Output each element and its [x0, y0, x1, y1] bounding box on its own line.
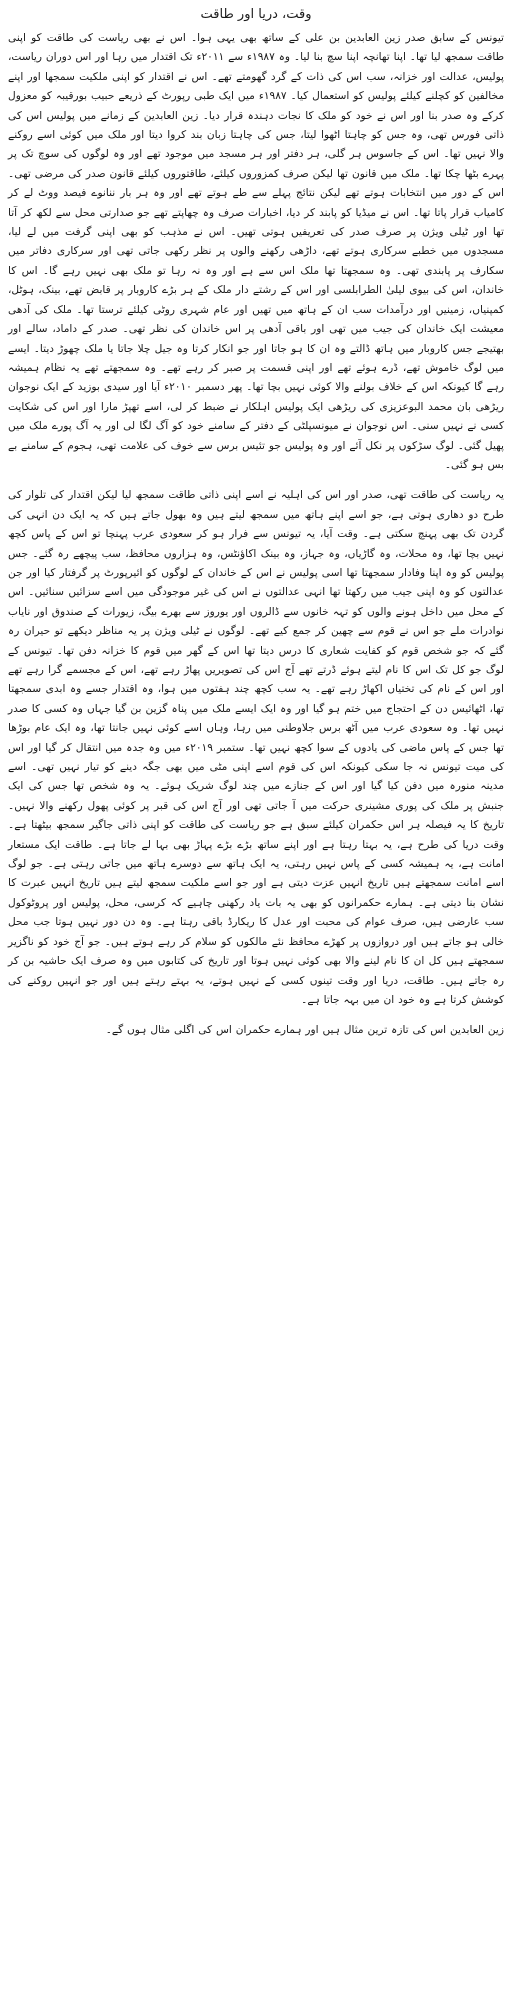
- article-paragraph-3: زین العابدین اس کی تازہ ترین مثال ہیں اور ہمارے حکمران اس کی اگلی مثال ہوں گے۔: [105, 1024, 504, 1037]
- article-paragraph-2: یہ ریاست کی طاقت تھی، صدر اور اس کی اہلیہ نے اسے اپنی ذاتی طاقت سمجھ لیا لیکن اقتدار کی تلوار کی طرح دو دھاری ہوتی ہے، جو اسے اپنے ہاتھ میں سمجھ لیتے ہیں وہ بھول جاتے ہیں کہ یہ ایک دن انہی کی گردن تک بھی پہنچ سکتی ہے۔ وقت آیا، یہ تیونس سے فرار ہو کر سعودی عرب پہنچا تو اس کے پاس کچھ نہیں بچا تھا، وہ محلات، وہ گاڑیاں، وہ جہاز، وہ بینک اکاؤنٹس، وہ ہزاروں محافظ، سب پیچھے رہ گئے۔ جس پولیس کو وہ اپنا وفادار سمجھتا تھا اسی پولیس نے اس کے خاندان کے لوگوں کو ائیرپورٹ پر گرفتار کیا اور جن عدالتوں کو وہ اپنی جیب میں رکھتا تھا انہی عدالتوں نے اس کی غیر موجودگی میں اسے سزائیں سنائیں۔ اس کے محل میں داخل ہونے والوں کو تہہ خانوں سے ڈالروں اور یوروز سے بھرے بیگ، زیورات کے صندوق اور نایاب نوادرات ملے جو اس نے قوم سے چھین کر جمع کیے تھے۔ لوگوں نے ٹیلی ویژن پر یہ مناظر دیکھے تو حیران رہ گئے کہ جو شخص قوم کو کفایت شعاری کا درس دیتا تھا اس کے گھر میں قوم کا خزانہ دفن تھا۔ تیونس کے لوگ جو کل تک اس کا نام لیتے ہوئے ڈرتے تھے آج اس کی تصویریں پھاڑ رہے تھے، اس کے مجسمے گرا رہے تھے اور اس کے نام کی تختیاں اکھاڑ رہے تھے۔ یہ سب کچھ چند ہفتوں میں ہوا، وہ اقتدار جسے وہ ابدی سمجھتا تھا، اٹھائیس دن کے احتجاج میں ختم ہو گیا اور وہ ایک ایسے ملک میں پناہ گزین بن گیا جہاں وہ کسی کا صدر نہیں تھا۔ وہ سعودی عرب میں آٹھ برس جلاوطنی میں رہا، وہاں اسے کوئی نہیں جانتا تھا، وہ ایک عام بوڑھا تھا جس کے پاس ماضی کی یادوں کے سوا کچھ نہیں تھا۔ ستمبر ۲۰۱۹ء میں وہ جدہ میں انتقال کر گیا اور اس کی میت تیونس نہ جا سکی کیونکہ اس کی قوم اسے اپنی مٹی میں بھی جگہ دینے کو تیار نہیں تھی۔ اسے مدینہ منورہ میں دفن کیا گیا اور اس کے جنازے میں چند لوگ شریک ہوئے۔ یہ وہ شخص تھا جس کی ایک جنبش پر ملک کی پوری مشینری حرکت میں آ جاتی تھی اور آج اس کی قبر پر کوئی پھول رکھنے والا نہیں۔ تاریخ کا یہ فیصلہ ہر اس حکمران کیلئے سبق ہے جو ریاست کی طاقت کو اپنی ذاتی جاگیر سمجھ بیٹھتا ہے۔ وقت دریا کی طرح ہے، یہ بہتا رہتا ہے اور اپنے ساتھ بڑے بڑے پہاڑ بھی بہا لے جاتا ہے۔ طاقت ایک مستعار امانت ہے، یہ ہمیشہ کسی کے پاس نہیں رہتی، یہ ایک ہاتھ سے دوسرے ہاتھ میں جاتی رہتی ہے۔ جو لوگ اسے امانت سمجھتے ہیں تاریخ انہیں عزت دیتی ہے اور جو اسے ملکیت سمجھ لیتے ہیں تاریخ انہیں عبرت کا نشان بنا دیتی ہے۔ ہمارے حکمرانوں کو بھی یہ بات یاد رکھنی چاہیے کہ کرسی، محل، پولیس اور پروٹوکول سب عارضی ہیں، صرف عوام کی محبت اور عدل کا ریکارڈ باقی رہتا ہے۔ وہ دن دور نہیں ہوتا جب محل خالی ہو جاتے ہیں اور دروازوں پر کھڑے محافظ نئے مالکوں کو سلام کر رہے ہوتے ہیں۔ جو آج خود کو ناگزیر سمجھتے ہیں کل ان کا نام لینے والا بھی کوئی نہیں ہوتا اور تاریخ کی کتابوں میں وہ صرف ایک حاشیہ بن کر رہ جاتے ہیں۔ طاقت، دریا اور وقت تینوں کسی کے نہیں ہوتے، یہ بہتے رہتے ہیں اور جو انہیں روکنے کی کوشش کرتا ہے وہ خود ان میں بہہ جاتا ہے۔: [8, 489, 505, 1006]
- paragraph-spacer: [8, 476, 504, 486]
- article-title: وقت، دریا اور طاقت: [200, 7, 312, 22]
- paragraph-spacer: [8, 1011, 504, 1021]
- article-paragraph-1: تیونس کے سابق صدر زین العابدین بن علی کے ساتھ بھی یہی ہوا۔ اس نے بھی ریاست کی طاقت کو اپنی طاقت سمجھ لیا تھا۔ اپنا تھانچہ اپنا سچ بنا لیا۔ وہ ۱۹۸۷ء سے ۲۰۱۱ء تک اقتدار میں رہا اور اس دوران ریاست، پولیس، عدالت اور خزانہ، سب اس کی ذات کے گرد گھومتے تھے۔ اس نے اقتدار کو اپنی ملکیت سمجھا اور اپنے مخالفین کو کچلنے کیلئے پولیس کو استعمال کیا۔ ۱۹۸۷ء میں ایک طبی رپورٹ کے ذریعے حبیب بورقیبہ کو معزول کرکے وہ صدر بنا اور اس نے خود کو ملک کا نجات دہندہ قرار دیا۔ زین العابدین کے زمانے میں پولیس اس کی ذاتی فورس تھی، وہ جس کو چاہتا اٹھوا لیتا، جس کی چاہتا زبان بند کروا دیتا اور ملک میں کوئی اسے روکنے والا نہیں تھا۔ اس کے جاسوس ہر گلی، ہر دفتر اور ہر مسجد میں موجود تھے اور وہ لوگوں کی سوچ تک پر پہرے بٹھا چکا تھا۔ ملک میں قانون تھا لیکن صرف کمزوروں کیلئے، طاقتوروں کیلئے قانون صدر کی مرضی تھی۔ اس کے دور میں انتخابات ہوتے تھے لیکن نتائج پہلے سے طے ہوتے تھے اور وہ ہر بار ننانوے فیصد ووٹ لے کر کامیاب قرار پاتا تھا۔ اس نے میڈیا کو پابند کر دیا، اخبارات صرف وہ چھاپتے تھے جو صدارتی محل سے لکھ کر آتا تھا اور ٹیلی ویژن پر صرف صدر کی تعریفیں ہوتی تھیں۔ اس نے مذہب کو بھی اپنی گرفت میں لے لیا، مسجدوں میں خطبے سرکاری ہوتے تھے، داڑھی رکھنے والوں پر نظر رکھی جاتی تھی اور سرکاری دفاتر میں سکارف پر پابندی تھی۔ وہ سمجھتا تھا ملک اس سے ہے اور وہ نہ رہا تو ملک بھی نہیں رہے گا۔ اس کا خاندان، اس کی بیوی لیلیٰ الطرابلسی اور اس کے رشتے دار ملک کے ہر بڑے کاروبار پر قابض تھے، بینک، ہوٹل، کمپنیاں، زمینیں اور درآمدات سب ان کے ہاتھ میں تھیں اور عام شہری روٹی کیلئے ترستا تھا۔ ملک کی آدھی معیشت ایک خاندان کی جیب میں تھی اور باقی آدھی پر اس خاندان کی نظر تھی۔ صدر کے داماد، سالے اور بھتیجے جس کاروبار میں ہاتھ ڈالتے وہ ان کا ہو جاتا اور جو انکار کرتا وہ جیل چلا جاتا یا ملک چھوڑ دیتا۔ ایسے میں لوگ خاموش تھے، ڈرے ہوئے تھے اور اپنی قسمت پر صبر کر رہے تھے۔ وہ سمجھتے تھے یہ نظام ہمیشہ رہے گا کیونکہ اس کے خلاف بولنے والا کوئی نہیں بچا تھا۔ پھر دسمبر ۲۰۱۰ء آیا اور سیدی بوزید کے ایک نوجوان ریڑھی بان محمد البوعزیزی کی ریڑھی ایک پولیس اہلکار نے ضبط کر لی، اسے تھپڑ مارا اور اس کی شکایت کسی نے نہیں سنی۔ اس نوجوان نے میونسپلٹی کے دفتر کے سامنے خود کو آگ لگا لی اور یہ آگ پورے ملک میں پھیل گئی۔ لوگ سڑکوں پر نکل آئے اور وہ پولیس جو تئیس برس سے خوف کی علامت تھی، ہجوم کے سامنے بے بس ہو گئی۔: [8, 32, 505, 471]
